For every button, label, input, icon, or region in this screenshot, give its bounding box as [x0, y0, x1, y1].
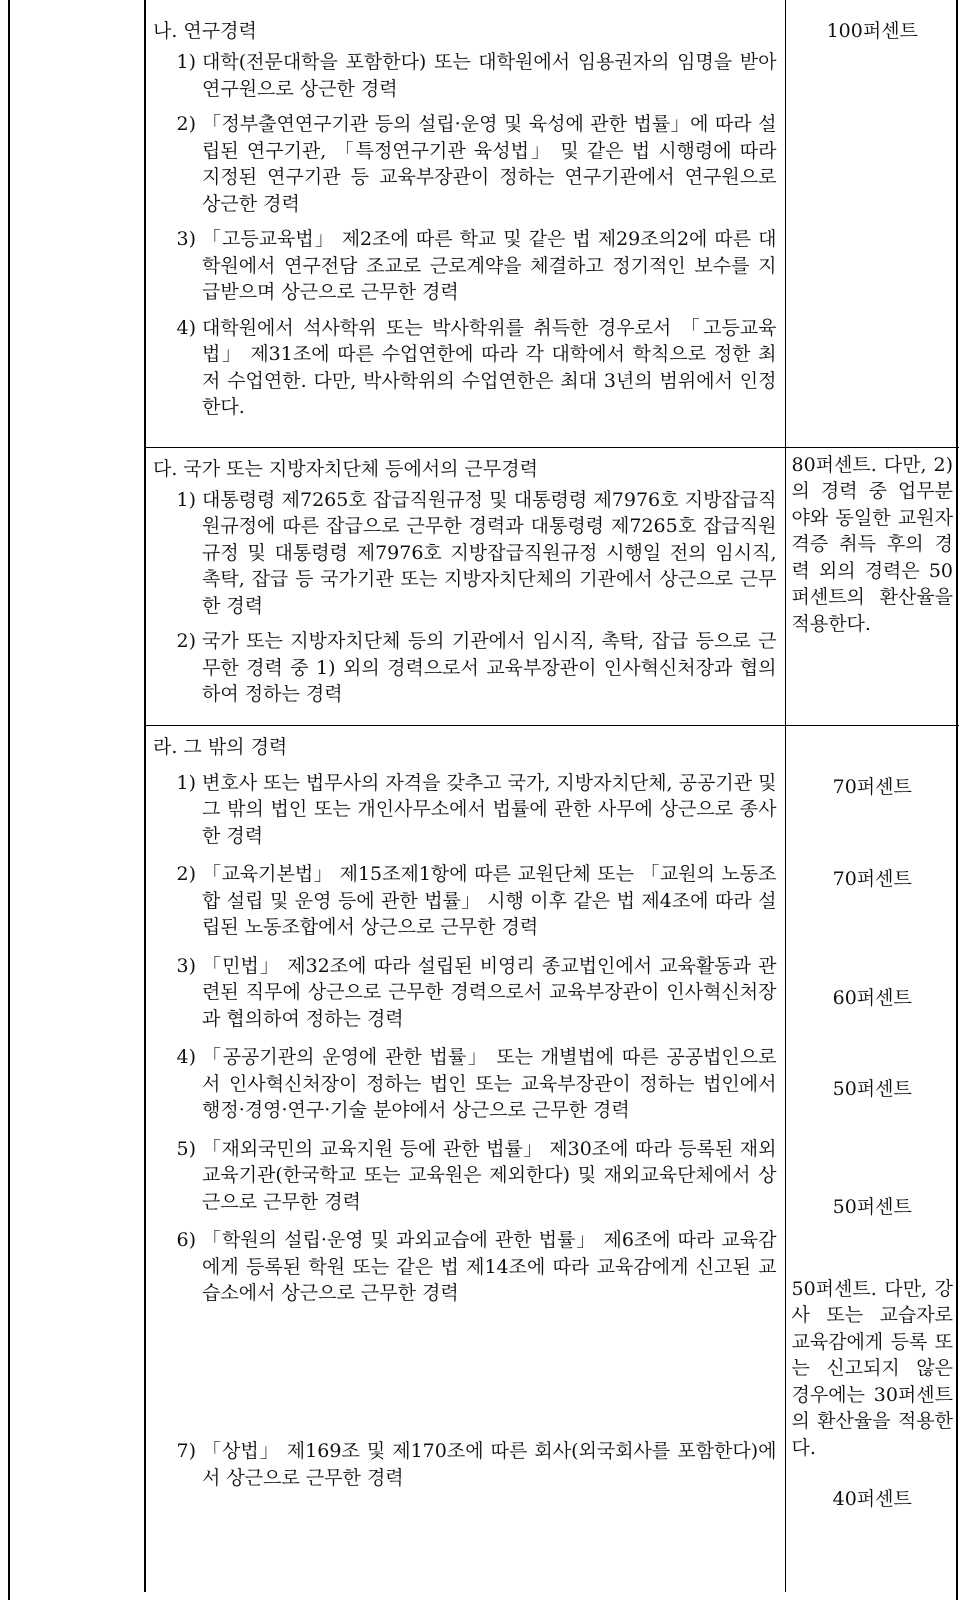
item-text: 대학원에서 석사학위 또는 박사학위를 취득한 경우로서 「고등교육법」 제31조에 따른 수업연한에 따라 각 대학에서 학칙으로 정한 최저 수업연한. 다만, 박사학위의 수업연한은 최대 3년의 범위에서 인정한다.	[202, 316, 777, 418]
list-item	[146, 1227, 785, 1430]
section-other-desc	[145, 725, 785, 1592]
section-research-desc	[145, 0, 785, 447]
list-item	[146, 1136, 785, 1216]
item-number: 2)	[176, 863, 196, 885]
item-text: 변호사 또는 법무사의 자격을 갖추고 국가, 지방자치단체, 공공기관 및 그 밖의 법인 또는 개인사무소에서 법률에 관한 사무에 상근으로 종사한 경력	[202, 771, 777, 847]
list-item	[146, 49, 785, 102]
list-item	[146, 770, 785, 850]
section-title: 다. 국가 또는 지방자치단체 등에서의 근무경력	[153, 457, 538, 480]
item-number: 3)	[176, 954, 196, 977]
item-number: 1)	[176, 488, 196, 511]
rate-value: 50퍼센트	[832, 1195, 912, 1218]
item-text: 「교육기본법」 제15조제1항에 따른 교원단체 또는 「교원의 노동조합 설립 및 운영 등에 관한 법률」 시행 이후 같은 법 제4조에 따라 설립된 노동조합에서 상근으로 근무한 경력	[202, 863, 777, 938]
item-number: 2)	[176, 113, 196, 135]
rate-value: 60퍼센트	[832, 986, 912, 1009]
list-item	[146, 487, 785, 620]
item-number: 4)	[176, 1046, 196, 1068]
item-number: 1)	[176, 51, 196, 73]
item-number: 1)	[176, 771, 196, 794]
rate-value: 70퍼센트	[832, 775, 912, 798]
item-text: 「고등교육법」 제2조에 따른 학교 및 같은 법 제29조의2에 따른 대학원에서 연구전담 조교로 근로계약을 체결하고 정기적인 보수를 지급받으며 상근으로 근무한 경력	[202, 228, 777, 303]
item-number: 4)	[176, 316, 196, 339]
item-text: 「학원의 설립·운영 및 과외교습에 관한 법률」 제6조에 따라 교육감에게 등록된 학원 또는 같은 법 제14조에 따라 교육감에게 신고된 교습소에서 상근으로 근무한 경력	[202, 1229, 777, 1304]
list-item	[146, 315, 785, 421]
item-number: 5)	[176, 1137, 196, 1160]
section-government-rate	[785, 447, 959, 725]
item-text: 국가 또는 지방자치단체 등의 기관에서 임시직, 촉탁, 잡급 등으로 근무한 경력 중 1) 외의 경력으로서 교육부장관이 인사혁신처장과 협의하여 정하는 경력	[202, 630, 777, 705]
rate-value: 40퍼센트	[832, 1487, 912, 1510]
list-item	[146, 1044, 785, 1124]
item-number: 3)	[176, 228, 196, 250]
page-left-border	[8, 0, 10, 1600]
item-text: 「민법」 제32조에 따라 설립된 비영리 종교법인에서 교육활동과 관련된 직무에 상근으로 근무한 경력으로서 교육부장관이 인사혁신처장과 협의하여 정하는 경력	[202, 954, 777, 1030]
section-government-desc	[145, 447, 785, 725]
section-row-government	[145, 447, 959, 725]
section-research-rate	[785, 0, 959, 447]
career-rate-table	[144, 0, 959, 1592]
section-title: 나. 연구경력	[153, 20, 257, 42]
rate-value: 100퍼센트	[826, 20, 918, 42]
item-number: 7)	[176, 1440, 196, 1462]
list-item	[146, 628, 785, 708]
item-number: 2)	[176, 630, 196, 652]
item-text: 대통령령 제7265호 잡급직원규정 및 대통령령 제7976호 지방잡급직원규정에 따른 잡급으로 근무한 경력과 대통령령 제7265호 잡급직원규정 및 대통령령 제7976호 지방잡급직원규정 시행일 전의 임시직, 촉탁, 잡급 등 국가기관 또는 지방자치단체의 기관에서 상근으로 근무한 경력	[202, 488, 777, 617]
list-item	[146, 111, 785, 217]
list-item	[146, 861, 785, 941]
item-number: 6)	[176, 1229, 196, 1251]
rate-value: 70퍼센트	[832, 867, 912, 890]
rate-value: 50퍼센트. 다만, 강사 또는 교습자로 교육감에게 등록 또는 신고되지 않은 경우에는 30퍼센트의 환산율을 적용한다.	[791, 1277, 953, 1459]
item-text: 「재외국민의 교육지원 등에 관한 법률」 제30조에 따라 등록된 재외교육기관(한국학교 또는 교육원은 제외한다) 및 재외교육단체에서 상근으로 근무한 경력	[202, 1137, 777, 1213]
section-row-other	[145, 725, 959, 1592]
list-item	[146, 1438, 785, 1491]
section-other-rate	[785, 725, 959, 1592]
rate-value: 50퍼센트	[832, 1077, 912, 1100]
rate-value: 80퍼센트. 다만, 2)의 경력 중 업무분야와 동일한 교원자격증 취득 후의 경력 외의 경력은 50퍼센트의 환산율을 적용한다.	[791, 453, 953, 635]
list-item	[146, 226, 785, 306]
item-text: 대학(전문대학을 포함한다) 또는 대학원에서 임용권자의 임명을 받아 연구원으로 상근한 경력	[202, 51, 777, 100]
section-row-research	[145, 0, 959, 447]
item-text: 「정부출연연구기관 등의 설립·운영 및 육성에 관한 법률」에 따라 설립된 연구기관, 「특정연구기관 육성법」 및 같은 법 시행령에 따라 지정된 연구기관 등 교육부장관이 정하는 연구기관에서 연구원으로 상근한 경력	[202, 113, 777, 215]
item-text: 「상법」 제169조 및 제170조에 따른 회사(외국회사를 포함한다)에서 상근으로 근무한 경력	[202, 1440, 777, 1489]
item-text: 「공공기관의 운영에 관한 법률」 또는 개별법에 따른 공공법인으로서 인사혁신처장이 정하는 법인 또는 교육부장관이 정하는 법인에서 행정·경영·연구·기술 분야에서 상근으로 근무한 경력	[202, 1046, 777, 1121]
list-item	[146, 953, 785, 1033]
section-title: 라. 그 밖의 경력	[153, 735, 288, 758]
